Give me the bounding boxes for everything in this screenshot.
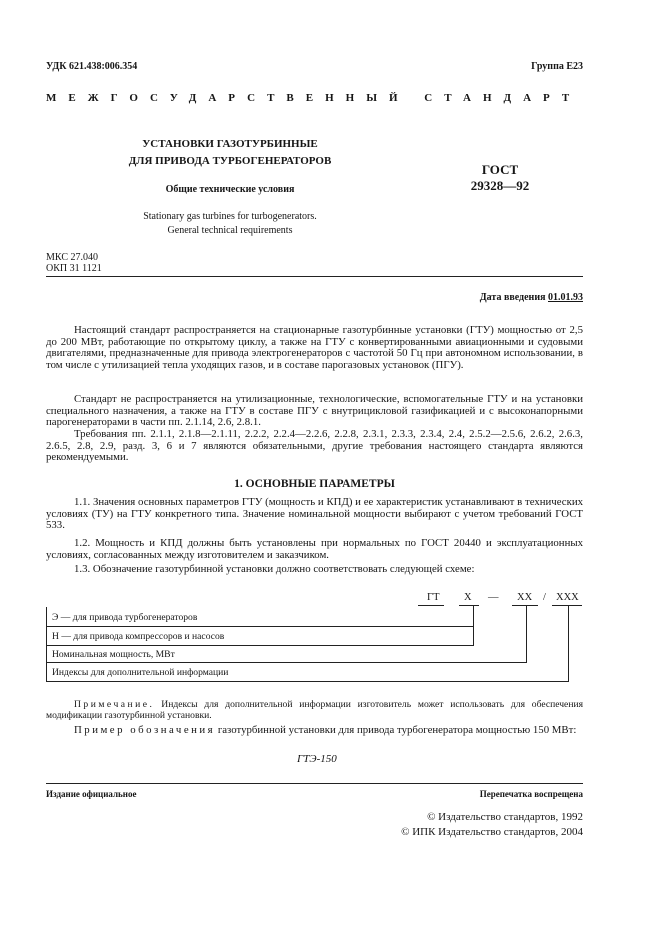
example (46, 725, 583, 737)
header-divider (46, 276, 583, 277)
note (46, 699, 583, 721)
intro-date-label: Дата введения (479, 292, 546, 303)
scheme-xxx: ХХХ (556, 592, 579, 603)
scheme-row-2-line (46, 645, 474, 646)
scheme-row-1-line (46, 626, 474, 627)
group-code: Группа Е23 (531, 61, 583, 72)
title-subtitle: Общие технические условия (165, 184, 295, 195)
scheme-x-underline (459, 605, 479, 606)
scheme-row-3-line (46, 662, 527, 663)
reprint-notice: Перепечатка воспрещена (479, 789, 583, 799)
banner-text: МЕЖГОСУДАРСТВЕННЫЙ СТАНДАРТ (46, 92, 582, 104)
scheme-dash: — (488, 592, 499, 603)
example-label: Пример обозначения (74, 724, 216, 736)
intro-date-value: 01.01.93 (548, 292, 583, 303)
paragraph-scope: Настоящий стандарт распространяется на стационарные газотурбинные установки (ГТУ) мощностью от 2,5 до 200 МВт, работающие по открытому циклу, а также на ГТУ с конвертированными авиационными и судовыми двигателями, предназначенные для привода электрогенераторов с частотой 50 Гц при автономном использовании, в том числе с утилизацией тепла уходящих газов, и в составе парогазовых установок (ПГУ). (46, 324, 583, 371)
scheme-row-4: Индексы для дополнительной информации (52, 667, 229, 678)
title-line-1: УСТАНОВКИ ГАЗОТУРБИННЫЕ (142, 138, 318, 150)
scheme-row-1: Э — для привода турбогенераторов (52, 612, 198, 623)
note-text: Индексы для дополнительной информации изготовитель может использовать для обеспечения модификации газотурбинной установки. (46, 699, 583, 721)
scheme-row-3: Номинальная мощность, МВт (52, 649, 175, 660)
gost-number: 29328—92 (470, 178, 530, 193)
paragraph-1-2: 1.2. Мощность и КПД должны быть установлены при нормальных по ГОСТ 20440 и эксплуатационных условиях, согласованных между изготовителем и заказчиком. (46, 537, 583, 561)
scheme-slash: / (543, 592, 546, 603)
title-english-1: Stationary gas turbines for turbogenerators. (143, 211, 317, 222)
scheme-xxx-underline (552, 605, 582, 606)
paragraph-1-3: 1.3. Обозначение газотурбинной установки должно соответствовать следующей схеме: (74, 563, 475, 575)
scheme-x: Х (464, 592, 472, 603)
example-text: газотурбинной установки для привода турбогенератора мощностью 150 МВт: (215, 724, 577, 736)
mks-code: МКС 27.040 (46, 252, 98, 263)
scheme-xxx-connector (568, 605, 569, 681)
example-value: ГТЭ-150 (297, 753, 337, 765)
scheme-xx-underline (512, 605, 538, 606)
udk-code: УДК 621.438:006.354 (46, 61, 138, 72)
standard-banner (46, 92, 583, 104)
official-edition: Издание официальное (46, 789, 137, 799)
title-line-2: ДЛЯ ПРИВОДА ТУРБОГЕНЕРАТОРОВ (128, 155, 332, 167)
copyright-1992: © Издательство стандартов, 1992 (427, 811, 583, 823)
paragraph-exclusions: Стандарт не распространяется на утилизационные, технологические, вспомогательные ГТУ и на установки специального назначения, а также на ГТУ в составе ПГУ с внутрицикловой газификацией и с высоконапорными парогенераторами в части пп. 2.1.14, 2.6, 2.8.1. (46, 393, 583, 429)
paragraph-requirements: Требования пп. 2.1.1, 2.1.8—2.1.11, 2.2.2, 2.2.4—2.2.6, 2.2.8, 2.3.1, 2.3.3, 2.3.4, 2.4, 2.5.2—2.5.6, 2.6.2, 2.6.3, 2.6.5, 2.8, 2.9, разд. 3, 6 и 7 являются обязательными, другие требования настоящего стандарта являются рекомендуемыми. (46, 428, 583, 464)
scheme-row-4-line (46, 681, 569, 682)
intro-date (480, 292, 583, 303)
scheme-xx-connector (526, 605, 527, 662)
okp-code: ОКП 31 1121 (46, 263, 102, 274)
scheme-gt: ГТ (427, 592, 440, 603)
scheme-xx: ХХ (517, 592, 533, 603)
scheme-gt-underline (418, 605, 444, 606)
footer-divider (46, 783, 583, 784)
title-english-2: General technical requirements (167, 225, 293, 236)
copyright-2004: © ИПК Издательство стандартов, 2004 (401, 826, 583, 838)
gost-label: ГОСТ (481, 162, 519, 177)
section-1-heading: 1. ОСНОВНЫЕ ПАРАМЕТРЫ (234, 478, 395, 490)
scheme-row-2: Н — для привода компрессоров и насосов (52, 631, 225, 642)
scheme-left-border (46, 607, 47, 682)
note-label: Примечание. (74, 699, 155, 710)
paragraph-1-1: 1.1. Значения основных параметров ГТУ (мощность и КПД) и ее характеристик устанавливают в технических условиях (ТУ) на ГТУ конкретного типа. Значение номинальной мощности выбирают с учетом требований ГОСТ 533. (46, 496, 583, 532)
